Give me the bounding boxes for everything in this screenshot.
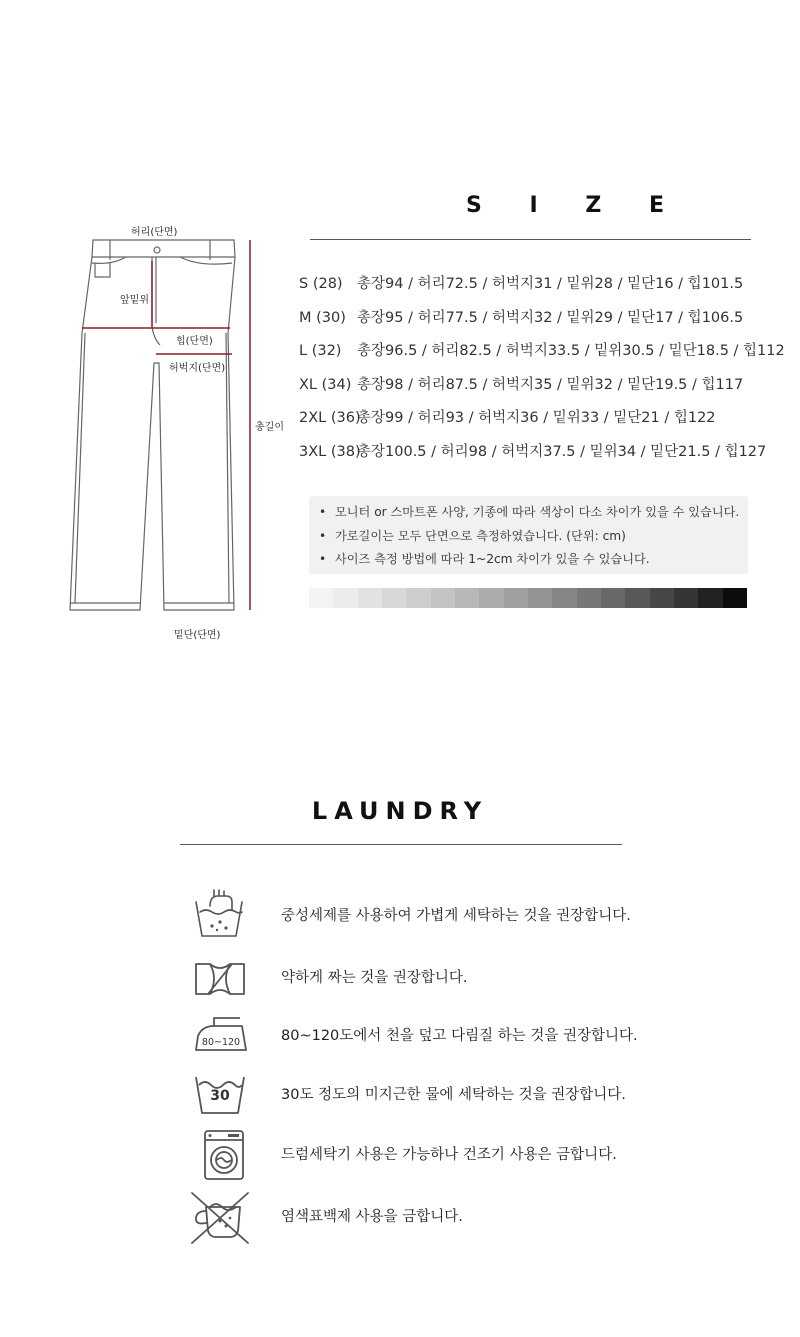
care-item-iron — [190, 1008, 650, 1064]
bullet-icon: • — [319, 505, 327, 519]
wash-temperature-label: 30 — [210, 1088, 230, 1104]
hand-wash-icon — [190, 888, 250, 944]
hip-label: 힙(단면) — [176, 336, 213, 347]
grayscale-swatch-bar — [309, 588, 747, 608]
swatch-12 — [601, 588, 625, 608]
swatch-9 — [528, 588, 552, 608]
length-label: 총길이 — [255, 422, 284, 433]
swatch-5 — [431, 588, 455, 608]
notice-text: 모니터 or 스마트폰 사양, 기종에 따라 색상이 다소 차이가 있을 수 있습니다. — [335, 505, 740, 519]
size-values: 총장100.5 / 허리98 / 허벅지37.5 / 밑위34 / 밑단21.5 / 힙127 — [357, 443, 767, 460]
size-divider — [310, 239, 751, 240]
swatch-4 — [406, 588, 430, 608]
no-bleach-icon — [190, 1189, 250, 1245]
swatch-10 — [552, 588, 576, 608]
wring-gently-icon — [190, 950, 250, 1006]
size-row — [299, 438, 785, 472]
care-item-wash-30 — [190, 1067, 650, 1123]
swatch-15 — [674, 588, 698, 608]
swatch-3 — [382, 588, 406, 608]
care-item-no-bleach — [190, 1189, 650, 1245]
size-values: 총장94 / 허리72.5 / 허벅지31 / 밑위28 / 밑단16 / 힙101.5 — [357, 276, 744, 292]
thigh-label: 허벅지(단면) — [169, 363, 226, 374]
care-text: 30도 정도의 미지근한 물에 세탁하는 것을 권장합니다. — [281, 1087, 626, 1103]
care-text: 80~120도에서 천을 덮고 다림질 하는 것을 권장합니다. — [281, 1028, 638, 1044]
size-values: 총장99 / 허리93 / 허벅지36 / 밑위33 / 밑단21 / 힙122 — [357, 410, 716, 427]
size-row — [299, 304, 785, 338]
size-label: 2XL (36) — [299, 410, 361, 427]
notice-item — [319, 501, 748, 525]
size-values: 총장96.5 / 허리82.5 / 허벅지33.5 / 밑위30.5 / 밑단18.5 / 힙112 — [357, 343, 785, 360]
size-label: M (30) — [299, 309, 346, 326]
swatch-2 — [358, 588, 382, 608]
swatch-0 — [309, 588, 333, 608]
swatch-13 — [625, 588, 649, 608]
hem-label: 밑단(단면) — [174, 630, 221, 641]
iron-temperature-label: 80~120 — [201, 1037, 241, 1048]
notice-item — [319, 525, 748, 549]
care-text: 염색표백제 사용을 금합니다. — [281, 1209, 463, 1225]
laundry-divider — [180, 844, 622, 845]
notice-box — [309, 496, 748, 574]
laundry-section-title: LAUNDRY — [311, 797, 489, 825]
swatch-11 — [577, 588, 601, 608]
swatch-14 — [650, 588, 674, 608]
notice-text: 사이즈 측정 방법에 따라 1~2cm 차이가 있을 수 있습니다. — [335, 552, 650, 566]
wash-30-icon — [190, 1067, 250, 1123]
bullet-icon: • — [319, 528, 327, 543]
waist-label: 허리(단면) — [131, 227, 178, 238]
size-row — [299, 337, 785, 371]
front-rise-label: 앞밑위 — [120, 295, 149, 306]
iron-icon — [190, 1008, 250, 1064]
swatch-1 — [333, 588, 357, 608]
size-row — [299, 270, 785, 304]
care-text: 중성세제를 사용하여 가볍게 세탁하는 것을 권장합니다. — [281, 908, 631, 924]
size-label: S (28) — [299, 276, 343, 292]
size-label: 3XL (38) — [299, 443, 361, 460]
care-item-wring-gently — [190, 950, 650, 1006]
size-table — [299, 270, 785, 472]
size-row — [299, 371, 785, 405]
swatch-16 — [698, 588, 722, 608]
washing-machine-icon — [190, 1127, 250, 1183]
pants-diagram — [60, 215, 290, 645]
care-text: 드럼세탁기 사용은 가능하나 건조기 사용은 금합니다. — [281, 1147, 617, 1163]
size-label: XL (34) — [299, 376, 352, 393]
notice-item — [319, 548, 748, 572]
notice-text: 가로길이는 모두 단면으로 측정하였습니다. (단위: cm) — [335, 528, 626, 543]
size-values: 총장95 / 허리77.5 / 허벅지32 / 밑위29 / 밑단17 / 힙106.5 — [357, 309, 744, 326]
swatch-8 — [504, 588, 528, 608]
care-item-washing-machine — [190, 1127, 650, 1183]
swatch-6 — [455, 588, 479, 608]
swatch-17 — [723, 588, 747, 608]
swatch-7 — [479, 588, 503, 608]
size-section-title: S I Z E — [466, 193, 684, 218]
care-text: 약하게 짜는 것을 권장합니다. — [281, 970, 468, 986]
care-item-hand-wash — [190, 888, 650, 944]
size-values: 총장98 / 허리87.5 / 허벅지35 / 밑위32 / 밑단19.5 / 힙117 — [357, 376, 744, 393]
bullet-icon: • — [319, 552, 327, 566]
size-label: L (32) — [299, 343, 342, 360]
size-row — [299, 404, 785, 438]
